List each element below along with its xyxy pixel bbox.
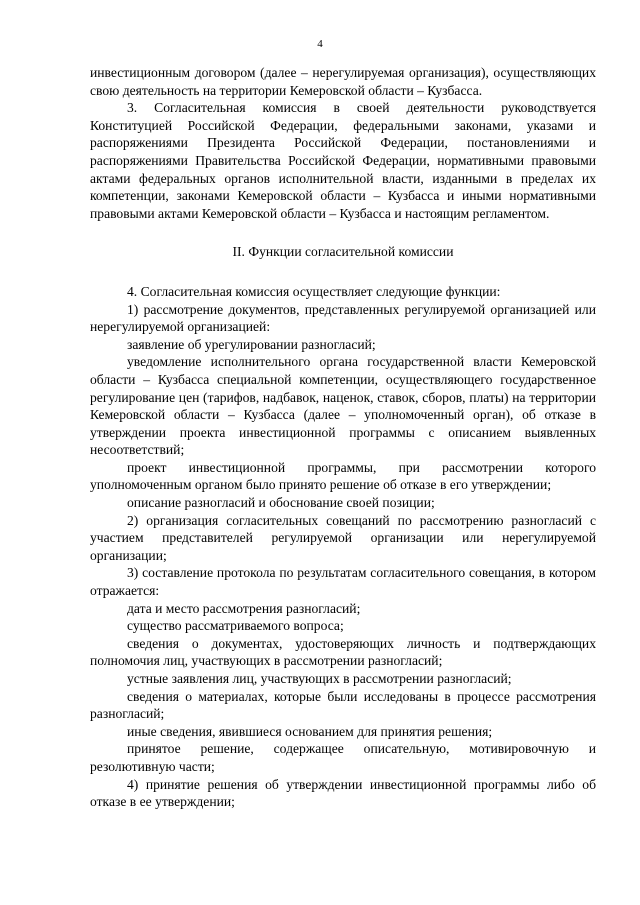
document-body xyxy=(90,64,596,811)
paragraph: инвестиционным договором (далее – нерегулируемая организация), осуществляющих свою деятельность на территории Кемеровской области – Кузбасса. xyxy=(90,65,596,98)
paragraph: описание разногласий и обоснование своей позиции; xyxy=(127,495,435,511)
paragraph: принятое решение, содержащее описательную, мотивировочную и резолютивную части; xyxy=(90,741,596,774)
paragraph: сведения о документах, удостоверяющих личность и подтверждающих полномочия лиц, участвующих в рассмотрении разногласий; xyxy=(90,635,596,669)
paragraph: 4. Согласительная комиссия осуществляет следующие функции: xyxy=(127,283,501,299)
paragraph: существо рассматриваемого вопроса; xyxy=(127,618,344,634)
paragraph: заявление об урегулировании разногласий; xyxy=(127,336,376,352)
paragraph: дата и место рассмотрения разногласий; xyxy=(127,600,361,616)
paragraph: 4) принятие решения об утверждении инвестиционной программы либо об отказе в ее утверждении; xyxy=(90,776,596,810)
paragraph: иные сведения, явившиеся основанием для принятия решения; xyxy=(127,723,493,739)
paragraph: 1) рассмотрение документов, представленных регулируемой организацией или нерегулируемой организацией: xyxy=(90,301,596,335)
page-number: 4 xyxy=(317,38,323,50)
paragraph: проект инвестиционной программы, при рассмотрении которого уполномоченным органом было принято решение об отказе в его утверждении; xyxy=(90,459,596,493)
paragraph: уведомление исполнительного органа государственной власти Кемеровской области – Кузбасса специальной компетенции, осуществляющего государственное регулирование цен (тарифов, надбавок, наценок, ставок, сборов, платы) на территории Кемеровской области – Кузбасса (далее – уполномоченный орган), об отказе в утверждении проекта инвестиционной программы с описанием выявленных несоответствий; xyxy=(90,354,596,458)
paragraphs-before-heading xyxy=(90,64,596,222)
paragraph: сведения о материалах, которые были исследованы в процессе рассмотрения разногласий; xyxy=(90,688,596,722)
paragraph: 3. Согласительная комиссия в своей деятельности руководствуется Конституцией Российской Федерации, федеральными законами, указами и распоряжениями Президента Российской Федерации, постановлениями и распоряжениями Правительства Российской Федерации, нормативными правовыми актами федеральных органов исполнительной власти, изданными в пределах их компетенции, законами Кемеровской области – Кузбасса и иными нормативными правовыми актами Кемеровской области – Кузбасса и настоящим регламентом. xyxy=(90,100,596,221)
paragraph: 3) составление протокола по результатам согласительного совещания, в котором отражается: xyxy=(90,565,596,599)
paragraph: 2) организация согласительных совещаний по рассмотрению разногласий с участием представителей регулируемой организации или нерегулируемой организации; xyxy=(90,512,596,563)
paragraph: устные заявления лиц, участвующих в рассмотрении разногласий; xyxy=(127,671,512,686)
paragraphs-after-heading xyxy=(90,283,596,811)
section-heading: II. Функции согласительной комиссии xyxy=(232,244,454,260)
